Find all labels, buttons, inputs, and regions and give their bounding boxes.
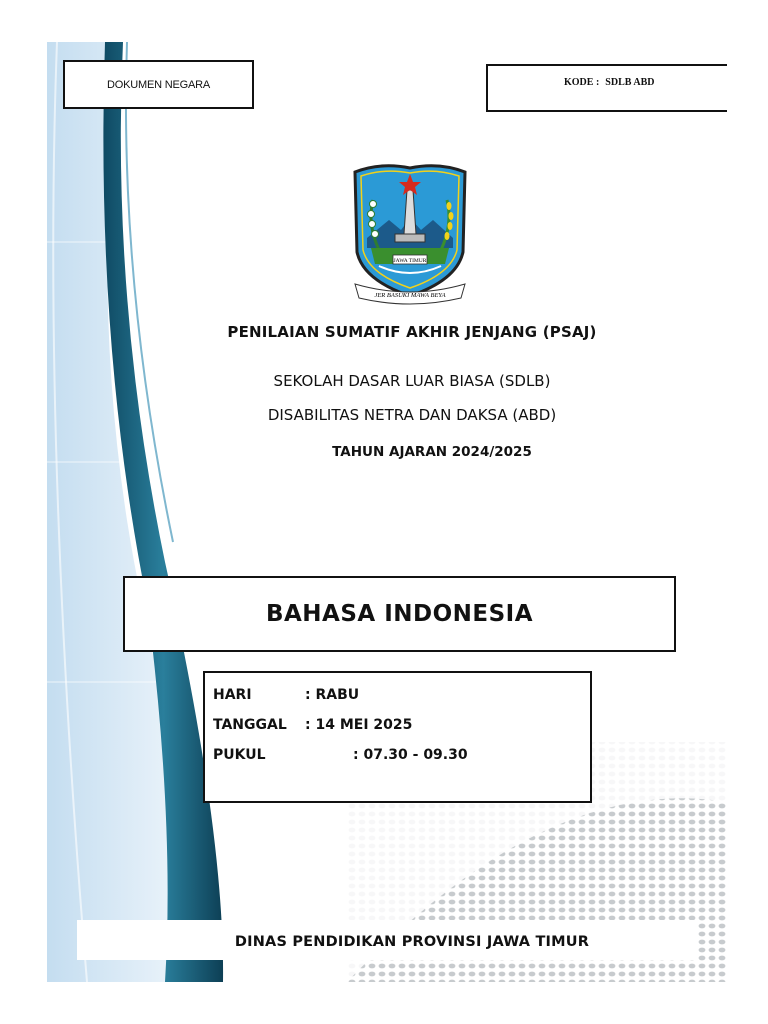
time-value: : 07.30 - 09.30	[353, 747, 468, 763]
assessment-title: PENILAIAN SUMATIF AKHIR JENJANG (PSAJ)	[227, 323, 597, 341]
schedule-time-row	[213, 747, 590, 777]
subject-box	[123, 576, 676, 652]
code-label: KODE :	[564, 77, 600, 88]
code-value: SDLB ABD	[605, 77, 655, 88]
emblem-banner-text: JAWA TIMUR	[393, 258, 427, 264]
schedule-date-row	[213, 717, 590, 747]
schedule-box	[203, 671, 592, 803]
date-value: : 14 MEI 2025	[305, 717, 413, 733]
footer-office: DINAS PENDIDIKAN PROVINSI JAWA TIMUR	[234, 934, 590, 950]
date-label: TANGGAL	[213, 717, 287, 733]
school-title: SEKOLAH DASAR LUAR BIASA (SDLB)	[273, 372, 551, 390]
east-java-coat-of-arms-icon	[349, 160, 471, 308]
document-label-box	[63, 60, 254, 109]
day-label: HARI	[213, 687, 252, 703]
document-label: DOKUMEN NEGARA	[107, 78, 210, 91]
subject-title: BAHASA INDONESIA	[265, 601, 534, 627]
academic-year: TAHUN AJARAN 2024/2025	[332, 444, 532, 460]
code-box	[486, 64, 727, 112]
disability-title: DISABILITAS NETRA DAN DAKSA (ABD)	[267, 406, 557, 424]
schedule-day-row	[213, 687, 590, 717]
emblem-motto: JER BASUKI MAWA BEYA	[374, 292, 446, 299]
document-page	[47, 42, 727, 982]
time-label: PUKUL	[213, 747, 266, 763]
day-value: : RABU	[305, 687, 360, 703]
